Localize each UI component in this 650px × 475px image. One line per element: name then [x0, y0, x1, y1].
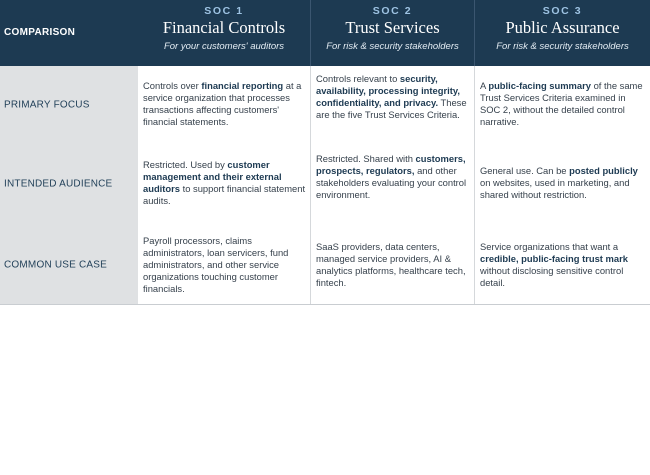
row-intended-audience — [0, 144, 650, 224]
soc2-label: SOC 2 — [372, 5, 413, 17]
row-common-use-case — [0, 224, 650, 305]
cell-soc3-intended-audience — [474, 144, 650, 224]
row-label-common-use-case: COMMON USE CASE — [4, 259, 108, 270]
cell-text: Service organizations that want a credible, public-facing trust mark without disclosing sensitive control detail. — [480, 241, 628, 288]
cell-text: Controls over financial reporting at a service organization that processes transactions affecting customers' financial statements. — [143, 80, 302, 127]
cell-soc2-common-use-case — [310, 224, 474, 305]
soc1-title: Financial Controls — [162, 18, 286, 37]
row-divider — [0, 304, 650, 305]
header-comparison-cell — [0, 0, 138, 66]
soc2-subtitle: For risk & security stakeholders — [326, 41, 459, 52]
cell-text: Controls relevant to security, availability, processing integrity, confidentiality, and privacy. These are the five Trust Services Criteria. — [316, 73, 467, 120]
cell-text: Restricted. Used by customer management and their external auditors to support financial statement audits. — [143, 159, 306, 206]
cell-text: A public-facing summary of the same Trust Services Criteria examined in SOC 2, without the detailed control narrative. — [480, 80, 643, 127]
cell-text: SaaS providers, data centers, managed service providers, AI & analytics platforms, healthcare tech, fintech. — [316, 241, 466, 288]
cell-soc1-primary-focus — [138, 66, 310, 144]
header-soc1 — [138, 0, 310, 66]
cell-soc3-primary-focus — [474, 66, 650, 144]
row-label-cell — [0, 144, 138, 224]
row-label-cell — [0, 224, 138, 305]
header-soc2 — [310, 0, 474, 66]
cell-soc1-common-use-case — [138, 224, 310, 305]
soc1-label: SOC 1 — [204, 5, 244, 17]
soc1-subtitle: For your customers' auditors — [163, 41, 285, 52]
row-primary-focus — [0, 66, 650, 144]
cell-text: Payroll processors, claims administrators, loan servicers, fund administrators, and other service organizations touching customer financials. — [143, 235, 289, 294]
row-label-cell — [0, 66, 138, 144]
cell-soc2-primary-focus — [310, 66, 474, 144]
cell-soc1-intended-audience — [138, 144, 310, 224]
cell-text: Restricted. Shared with customers, prospects, regulators, and other stakeholders evaluating your control environment. — [316, 153, 467, 200]
row-label-intended-audience: INTENDED AUDIENCE — [4, 178, 113, 190]
cell-soc3-common-use-case — [474, 224, 650, 305]
table-header — [0, 0, 650, 66]
soc2-title: Trust Services — [345, 18, 440, 37]
row-label-primary-focus: PRIMARY FOCUS — [4, 99, 90, 111]
soc3-title: Public Assurance — [505, 18, 620, 37]
soc3-subtitle: For risk & security stakeholders — [496, 41, 629, 52]
comparison-label: COMPARISON — [4, 27, 76, 38]
cell-soc2-intended-audience — [310, 144, 474, 224]
soc3-label: SOC 3 — [542, 5, 583, 17]
header-soc3 — [474, 0, 650, 66]
cell-text: General use. Can be posted publicly on websites, used in marketing, and shared without restriction. — [480, 165, 638, 200]
